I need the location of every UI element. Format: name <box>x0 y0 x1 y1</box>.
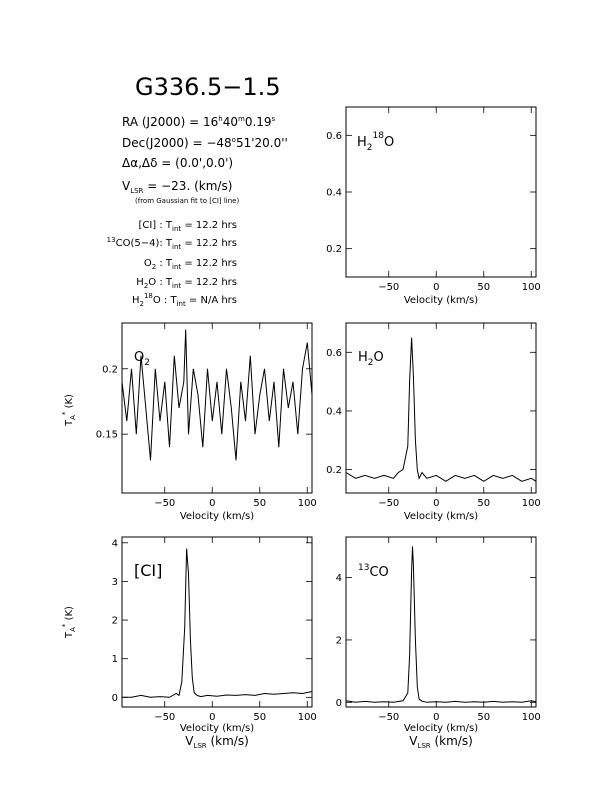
x-tick-label: 50 <box>253 712 267 723</box>
line-label: $^{13}$CO <box>358 563 389 580</box>
x-tick-label: 50 <box>477 498 491 509</box>
panel-13co <box>336 537 541 750</box>
integration-h218o: $H_2^{18}O$ : $T_{int} = N/A$ hrs <box>131 292 237 308</box>
y-tick-label: 3 <box>111 576 118 588</box>
ra-line: RA $(J2000) = 16^h40^m0.19^s$ <box>122 115 276 129</box>
y-tick-label: 0.6 <box>326 130 342 142</box>
integration-o2: $O_2$ : $T_{int} = 12.2$ hrs <box>143 258 237 271</box>
spectrum-line <box>122 330 312 461</box>
y-tick-label: 0.4 <box>326 187 342 199</box>
plot-frame <box>346 323 536 493</box>
y-tick-label: 0.2 <box>326 244 342 256</box>
integration-13co: $^{13}$CO(5−4): $T_{int} = 12.2$ hrs <box>106 236 237 251</box>
offset-line: Δα,Δδ = (0.0',0.0') <box>122 156 234 170</box>
source-title: G336.5−1.5 <box>135 73 281 101</box>
panel-ci <box>61 537 317 750</box>
x-tick-label: 100 <box>521 282 541 293</box>
x-tick-label: 0 <box>433 712 440 723</box>
vlsr-line: $V_{LSR} = -23$. (km/s) <box>122 179 233 195</box>
x-tick-label: −50 <box>154 498 176 509</box>
panel-o2 <box>61 323 317 522</box>
integration-h2o: $H_2O$ : $T_{int} = 12.2$ hrs <box>136 277 237 290</box>
y-tick-label: 0.6 <box>326 347 342 359</box>
x-axis-label: Velocity (km/s) <box>403 723 479 734</box>
integration-ci: [CI] : $T_{int} = 12.2$ hrs <box>138 220 237 233</box>
line-label: $H_2O$ <box>358 350 384 368</box>
y-axis-label: $T_A^*$ (K) <box>61 394 77 426</box>
y-tick-label: 2 <box>111 615 118 627</box>
x-axis-label: Velocity (km/s) <box>403 511 479 522</box>
x-tick-label: 50 <box>253 498 267 509</box>
x-tick-label: 0 <box>209 712 216 723</box>
plot-frame <box>122 323 312 493</box>
x-tick-label: 0 <box>209 498 216 509</box>
x-tick-label: 0 <box>433 282 440 293</box>
y-tick-label: 4 <box>335 573 342 585</box>
y-tick-label: 0 <box>335 697 342 709</box>
y-axis-label: $T_A^*$ (K) <box>61 606 77 638</box>
x-tick-label: 0 <box>433 498 440 509</box>
panel-h218o <box>326 107 541 306</box>
y-tick-label: 2 <box>335 635 342 647</box>
line-label: $O_2$ <box>134 350 150 368</box>
x-axis-label: Velocity (km/s) <box>179 511 255 522</box>
y-tick-label: 0.2 <box>102 364 118 376</box>
panel-h2o <box>326 323 541 522</box>
x-axis-label: Velocity (km/s) <box>179 723 255 734</box>
x-tick-label: 100 <box>521 498 541 509</box>
x-tick-label: 100 <box>521 712 541 723</box>
x-tick-label: 50 <box>477 712 491 723</box>
y-tick-label: 0.15 <box>95 429 118 441</box>
x-axis-label-vlsr: $V_{LSR}$ (km/s) <box>409 734 473 750</box>
x-tick-label: 100 <box>297 712 317 723</box>
x-axis-label-vlsr: $V_{LSR}$ (km/s) <box>185 734 249 750</box>
y-tick-label: 1 <box>111 654 118 666</box>
plot-frame <box>346 537 536 707</box>
x-axis-label: Velocity (km/s) <box>403 295 479 306</box>
x-tick-label: 50 <box>477 282 491 293</box>
vlsr-note: (from Gaussian fit to [CI] line) <box>135 197 240 205</box>
x-tick-label: −50 <box>378 282 400 293</box>
x-tick-label: −50 <box>154 712 176 723</box>
y-tick-label: 4 <box>111 538 118 550</box>
x-tick-label: −50 <box>378 498 400 509</box>
integration-list <box>107 220 237 308</box>
y-tick-label: 0.2 <box>326 465 342 477</box>
x-tick-label: 100 <box>297 498 317 509</box>
line-label: [CI] <box>134 561 163 580</box>
y-tick-label: 0 <box>111 692 118 704</box>
x-tick-label: −50 <box>378 712 400 723</box>
dec-line: $Dec(J2000) = -48^o51'20.0''$ <box>122 136 288 150</box>
axis-ticks <box>96 323 317 509</box>
y-tick-label: 0.4 <box>326 406 342 418</box>
line-label: $H_2^{18}O$ <box>357 131 395 153</box>
